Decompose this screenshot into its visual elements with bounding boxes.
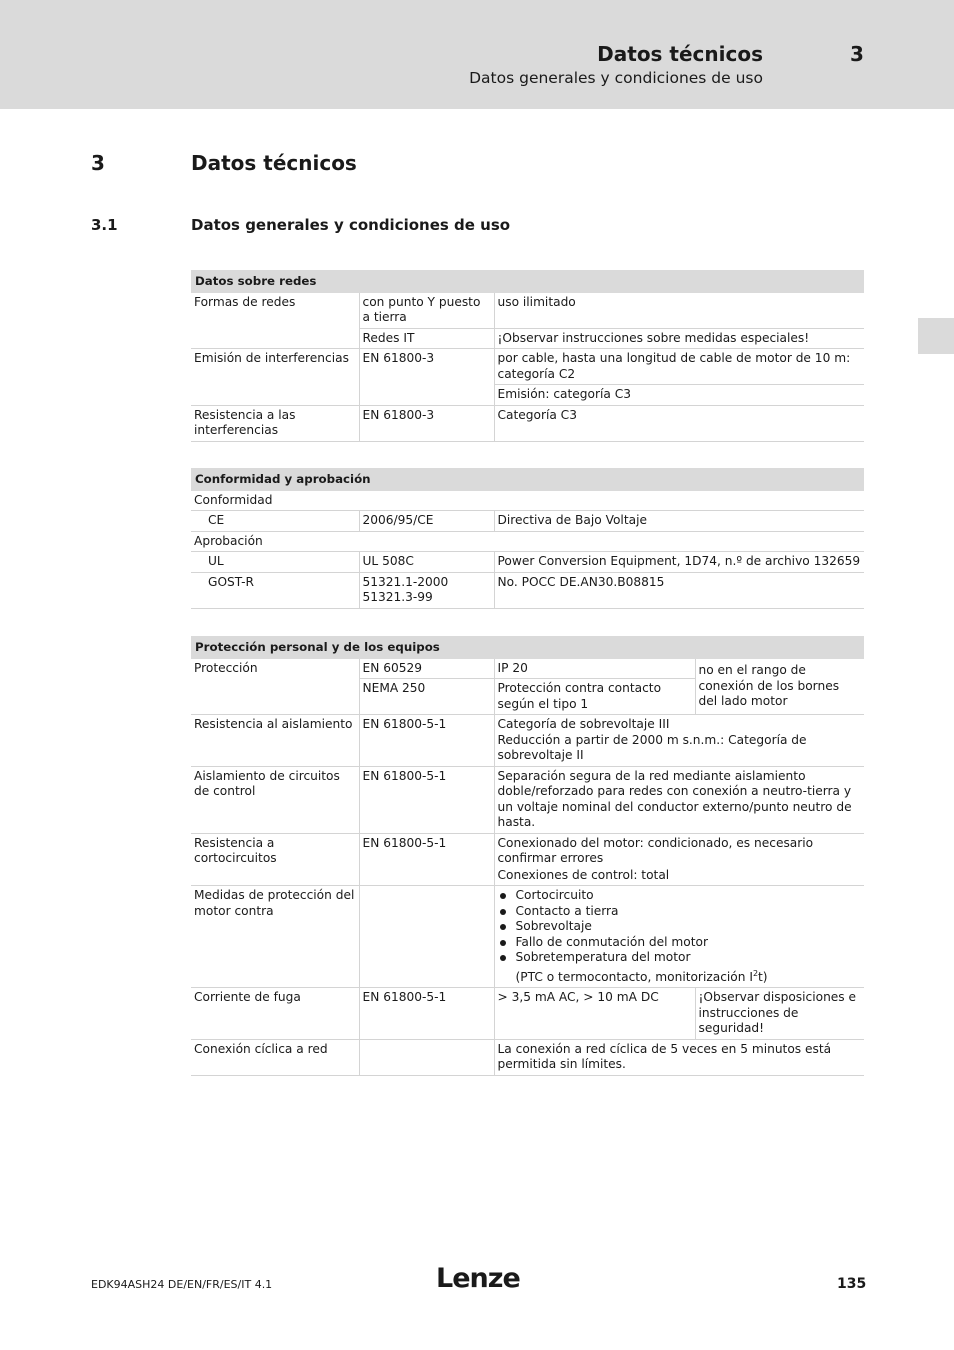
table-row [191,405,864,441]
table-cell: GOST-R [191,572,359,608]
table-row [191,491,864,511]
table-cell: ¡Observar instrucciones sobre medidas especiales! [494,328,864,349]
list-item: Cortocircuito [498,888,862,904]
table-cell: Redes IT [359,328,494,349]
table-conformity [191,468,864,609]
table-cell: Resistencia a cortocircuitos [191,833,359,886]
table-cell: Corriente de fuga [191,988,359,1040]
table-row [191,988,864,1040]
list-item: Sobretemperatura del motor [498,950,862,966]
table-protection [191,636,864,1076]
table-cell: Conformidad [191,491,864,511]
table-cell: con punto Y puesto a tierra [359,293,494,329]
table-heading: Datos sobre redes [191,270,864,293]
table-heading: Protección personal y de los equipos [191,636,864,659]
table-cell: no en el rango de conexión de los bornes del lado motor [695,659,864,715]
table-cell [494,886,864,988]
table-cell: Protección [191,659,359,715]
table-cell: por cable, hasta una longitud de cable de motor de 10 m: categoría C2 [494,349,864,385]
table-cell: Emisión: categoría C3 [494,385,864,406]
chapter-side-tab [918,318,954,354]
table-cell: Protección contra contacto según el tipo 1 [494,679,695,715]
header-title: Datos técnicos [597,42,763,66]
table-row [191,349,864,385]
header-subtitle: Datos generales y condiciones de uso [469,69,763,87]
table-cell: EN 61800-5-1 [359,988,494,1040]
table-cell: EN 61800-3 [359,349,494,406]
table-cell: Resistencia al aislamiento [191,715,359,767]
table-cell: EN 60529 [359,659,494,679]
table-row [191,659,864,679]
section-title: Datos técnicos [191,151,357,175]
table-cell: Medidas de protección del motor contra [191,886,359,988]
table-row [191,715,864,767]
table-cell: uso ilimitado [494,293,864,329]
document-code: EDK94ASH24 DE/EN/FR/ES/IT 4.1 [91,1278,273,1291]
motor-protection-list [498,888,862,966]
table-cell: Directiva de Bajo Voltaje [494,511,864,532]
note-superscript: 2 [752,968,759,978]
table-cell: Power Conversion Equipment, 1D74, n.º de archivo 132659 [494,552,864,573]
table-row [191,833,864,886]
page-header [0,0,954,109]
table-cell [494,833,864,886]
subsection-number: 3.1 [91,216,118,234]
table-row [191,531,864,552]
note-text: t) [758,969,768,984]
table-cell [359,1039,494,1075]
short-circuit-control-text: Conexiones de control: total [497,867,670,882]
table-cell [359,886,494,988]
table-cell: La conexión a red cíclica de 5 veces en 5 minutos está permitida sin límites. [494,1039,864,1075]
table-cell: UL 508C [359,552,494,573]
header-chapter-number: 3 [850,42,864,66]
table-row [191,1039,864,1075]
table-row [191,511,864,532]
table-cell: 2006/95/CE [359,511,494,532]
table-cell: EN 61800-5-1 [359,766,494,833]
lenze-logo: Lenze [436,1263,520,1294]
table-cell: IP 20 [494,659,695,679]
table-cell: ¡Observar disposiciones e instrucciones de seguridad! [695,988,864,1040]
table-cell: CE [191,511,359,532]
table-cell: No. POCC DE.AN30.B08815 [494,572,864,608]
subsection-title: Datos generales y condiciones de uso [191,216,511,234]
page-number: 135 [837,1276,867,1292]
table-cell: Categoría C3 [494,405,864,441]
table-cell: Categoría de sobrevoltaje III Reducción a partir de 2000 m s.n.m.: Categoría de sobrevoltaje II [494,715,864,767]
table-cell: Aislamiento de circuitos de control [191,766,359,833]
table-mains-data [191,270,864,442]
table-cell: Formas de redes [191,293,359,349]
table-cell: UL [191,552,359,573]
motor-overtemp-note [498,966,862,986]
short-circuit-motor-text: Conexionado del motor: condicionado, es necesario confirmar errores [497,835,814,865]
table-cell: Resistencia a las interferencias [191,405,359,441]
list-item: Fallo de conmutación del motor [498,935,862,951]
table-heading: Conformidad y aprobación [191,468,864,491]
table-cell: 51321.1-2000 51321.3-99 [359,572,494,608]
table-row [191,293,864,329]
table-row [191,766,864,833]
note-text: (PTC o termocontacto, monitorización I [515,969,753,984]
list-item: Sobrevoltaje [498,919,862,935]
table-row [191,886,864,988]
table-cell: Separación segura de la red mediante aislamiento doble/reforzado para redes con conexión a neutro-tierra y un voltaje nominal del conductor externo/punto neutro de hasta. [494,766,864,833]
table-cell: NEMA 250 [359,679,494,715]
table-cell: EN 61800-3 [359,405,494,441]
table-cell: EN 61800-5-1 [359,715,494,767]
table-cell: Aprobación [191,531,864,552]
table-cell: Conexión cíclica a red [191,1039,359,1075]
section-number: 3 [91,151,105,175]
table-cell: > 3,5 mA AC, > 10 mA DC [494,988,695,1040]
table-row [191,572,864,608]
table-row [191,552,864,573]
table-cell: EN 61800-5-1 [359,833,494,886]
list-item: Contacto a tierra [498,904,862,920]
table-cell: Emisión de interferencias [191,349,359,406]
